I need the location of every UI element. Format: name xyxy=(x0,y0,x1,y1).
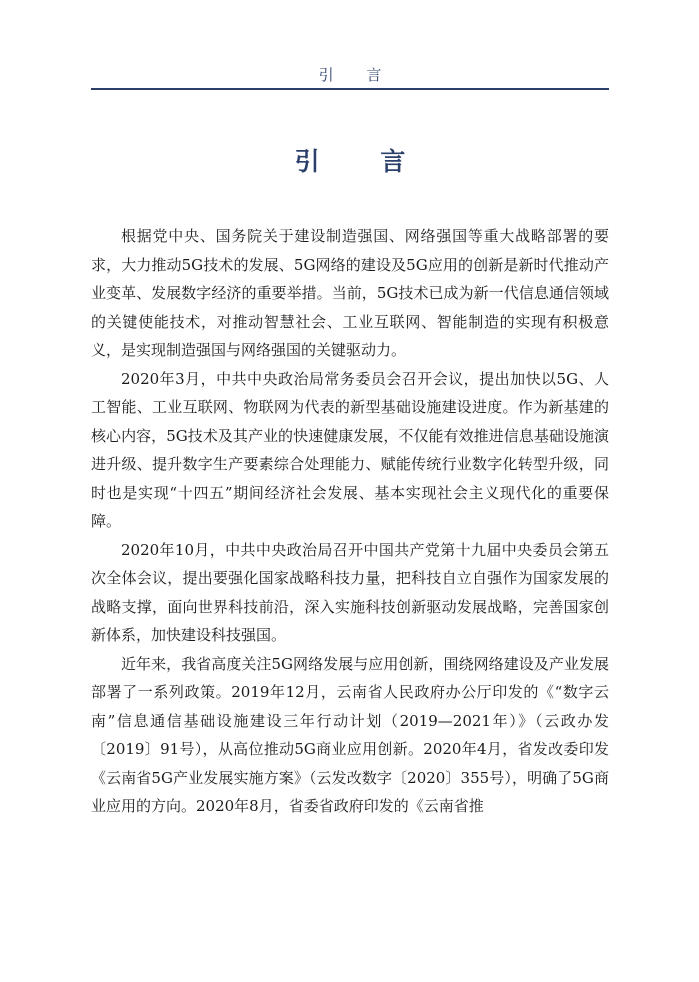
header-rule xyxy=(91,88,609,90)
running-header-title: 引 言 xyxy=(318,66,396,84)
body-text xyxy=(91,222,609,821)
paragraph-2: 2020年3月，中共中央政治局常务委员会召开会议，提出加快以5G、人工智能、工业互联网、物联网为代表的新型基础设施建设进度。作为新基建的核心内容，5G技术及其产业的快速健康发展，不仅能有效推进信息基础设施演进升级、提升数字生产要素综合处理能力、赋能传统行业数字化转型升级，同时也是实现“十四五”期间经济社会发展、基本实现社会主义现代化的重要保障。 xyxy=(91,369,609,530)
paragraph-4: 近年来，我省高度关注5G网络发展与应用创新，围绕网络建设及产业发展部署了一系列政策。2019年12月，云南省人民政府办公厅印发的《“数字云南”信息通信基础设施建设三年行动计划（2019—2021年）》（云政办发〔2019〕91号），从高位推动5G商业应用创新。2020年4月，省发改委印发《云南省5G产业发展实施方案》（云发改数字〔2020〕355号），明确了5G商业应用的方向。2020年8月，省委省政府印发的《云南省推 xyxy=(91,654,609,815)
paragraph-1: 根据党中央、国务院关于建设制造强国、网络强国等重大战略部署的要求，大力推动5G技术的发展、5G网络的建设及5G应用的创新是新时代推动产业变革、发展数字经济的重要举措。当前，5G技术已成为新一代信息通信领域的关键使能技术，对推动智慧社会、工业互联网、智能制造的实现有积极意义，是实现制造强国与网络强国的关键驱动力。 xyxy=(91,227,609,359)
paragraph-3: 2020年10月，中共中央政治局召开中国共产党第十九届中央委员会第五次全体会议，提出要强化国家战略科技力量，把科技自立自强作为国家发展的战略支撑，面向世界科技前沿，深入实施科技创新驱动发展战略，完善国家创新体系，加快建设科技强国。 xyxy=(91,540,609,644)
chapter-title xyxy=(91,142,609,182)
chapter-title-text: 引 言 xyxy=(294,147,432,176)
running-header xyxy=(91,62,609,88)
